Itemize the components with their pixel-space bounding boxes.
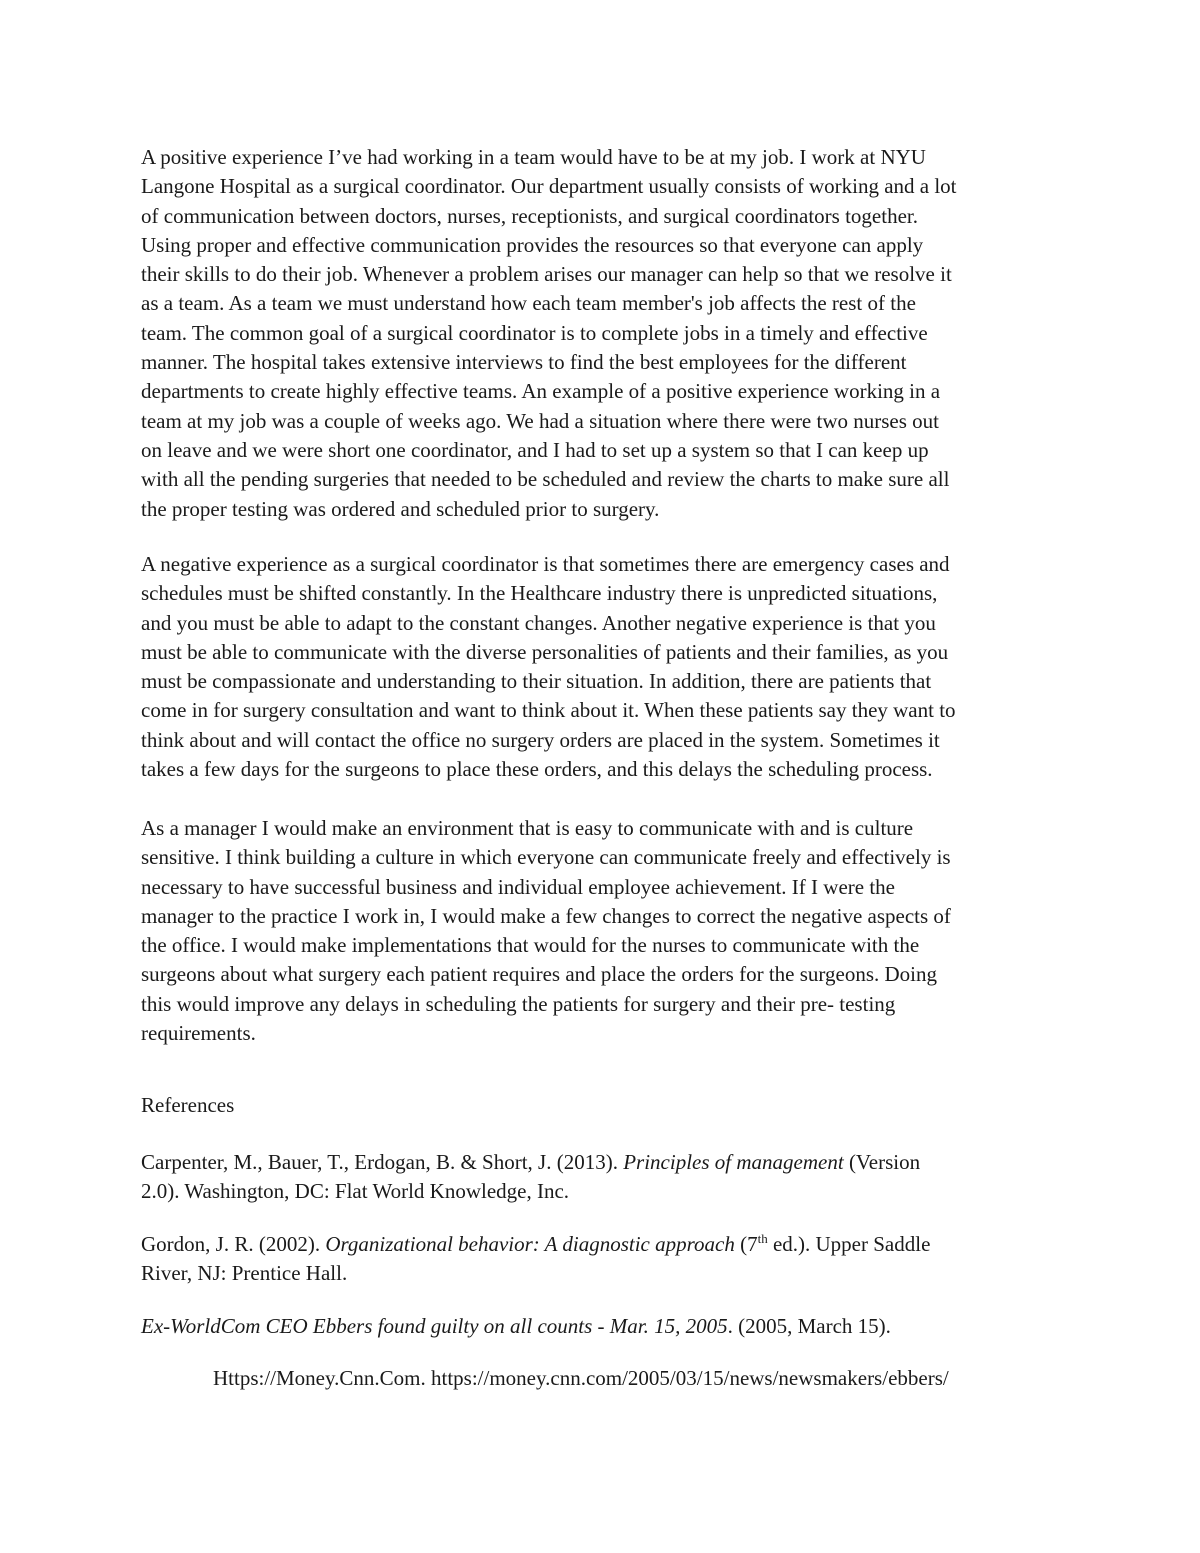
reference-title: Ex-WorldCom CEO Ebbers found guilty on all counts - Mar. 15, 2005 xyxy=(141,1314,728,1338)
text-line: As a manager I would make an environment that is easy to communicate with and is culture xyxy=(141,816,914,840)
text-line: manner. The hospital takes extensive interviews to find the best employees for the different xyxy=(141,350,907,375)
text-line: must be compassionate and understanding to their situation. In addition, there are patients that xyxy=(141,669,932,694)
text-line: their skills to do their job. Whenever a problem arises our manager can help so that we resolve it xyxy=(141,262,952,287)
reference-url: Https://Money.Cnn.Com. https://money.cnn.com/2005/03/15/news/newsmakers/ebbers/ xyxy=(213,1366,949,1390)
text-line: on leave and we were short one coordinator, and I had to set up a system so that I can keep up xyxy=(141,437,929,462)
paragraph-manager xyxy=(141,814,1061,1048)
text-line: team. The common goal of a surgical coordinator is to complete jobs in a timely and effective xyxy=(141,320,928,345)
text-line: surgeons about what surgery each patient requires and place the orders for the surgeons. Doing xyxy=(141,962,938,987)
reference-author-date: Gordon, J. R. (2002). xyxy=(141,1232,326,1256)
text-line: come in for surgery consultation and want to think about it. When these patients say they want to xyxy=(141,698,956,723)
text-line: Langone Hospital as a surgical coordinator. Our department usually consists of working and a lot xyxy=(141,174,957,199)
text-line: takes a few days for the surgeons to place these orders, and this delays the scheduling process. xyxy=(141,757,933,782)
reference-detail: (Version xyxy=(843,1150,921,1174)
references-heading: References xyxy=(141,1093,235,1117)
text-line: team at my job was a couple of weeks ago. We had a situation where there were two nurses out xyxy=(141,408,939,433)
text-line: as a team. As a team we must understand how each team member's job affects the rest of the xyxy=(141,291,916,316)
reference-worldcom-line1 xyxy=(141,1312,891,1341)
text-line: A negative experience as a surgical coordinator is that sometimes there are emergency cases and xyxy=(141,552,950,576)
text-line: of communication between doctors, nurses, receptionists, and surgical coordinators together. xyxy=(141,203,918,228)
text-line: this would improve any delays in scheduling the patients for surgery and their pre- testing xyxy=(141,991,896,1016)
reference-title: Principles of management xyxy=(623,1150,844,1174)
reference-date: . (2005, March 15). xyxy=(727,1314,891,1338)
text-line: and you must be able to adapt to the constant changes. Another negative experience is that you xyxy=(141,610,936,635)
text-line: the proper testing was ordered and scheduled prior to surgery. xyxy=(141,496,660,521)
reference-author-date: Carpenter, M., Bauer, T., Erdogan, B. & Short, J. (2013). xyxy=(141,1150,624,1174)
reference-edition: (7 xyxy=(734,1232,758,1256)
reference-carpenter-line1 xyxy=(141,1148,920,1177)
reference-carpenter-line2: 2.0). Washington, DC: Flat World Knowledge, Inc. xyxy=(141,1179,570,1203)
text-line: with all the pending surgeries that needed to be scheduled and review the charts to make sure all xyxy=(141,467,950,492)
text-line: must be able to communicate with the diverse personalities of patients and their families, as you xyxy=(141,639,949,664)
text-line: Using proper and effective communication provides the resources so that everyone can apply xyxy=(141,232,924,257)
text-line: sensitive. I think building a culture in which everyone can communicate freely and effectively is xyxy=(141,845,951,870)
text-line: the office. I would make implementations that would for the nurses to communicate with the xyxy=(141,933,920,958)
reference-title: Organizational behavior: A diagnostic approach xyxy=(325,1232,735,1256)
reference-detail: ed.). Upper Saddle xyxy=(767,1232,931,1256)
reference-gordon-line2: River, NJ: Prentice Hall. xyxy=(141,1261,348,1285)
paragraph-positive-experience xyxy=(141,143,1061,524)
text-line: necessary to have successful business and individual employee achievement. If I were the xyxy=(141,874,895,899)
paragraph-negative-experience xyxy=(141,550,1061,784)
text-line: schedules must be shifted constantly. In the Healthcare industry there is unpredicted situations, xyxy=(141,581,938,606)
text-line: manager to the practice I work in, I would make a few changes to correct the negative aspects of xyxy=(141,903,951,928)
reference-gordon-line1 xyxy=(141,1230,930,1259)
text-line: A positive experience I’ve had working in a team would have to be at my job. I work at NYU xyxy=(141,145,926,169)
text-line: requirements. xyxy=(141,1021,256,1046)
superscript-ordinal: th xyxy=(757,1231,768,1246)
text-line: departments to create highly effective teams. An example of a positive experience working in a xyxy=(141,379,941,404)
text-line: think about and will contact the office no surgery orders are placed in the system. Sometimes it xyxy=(141,727,940,752)
